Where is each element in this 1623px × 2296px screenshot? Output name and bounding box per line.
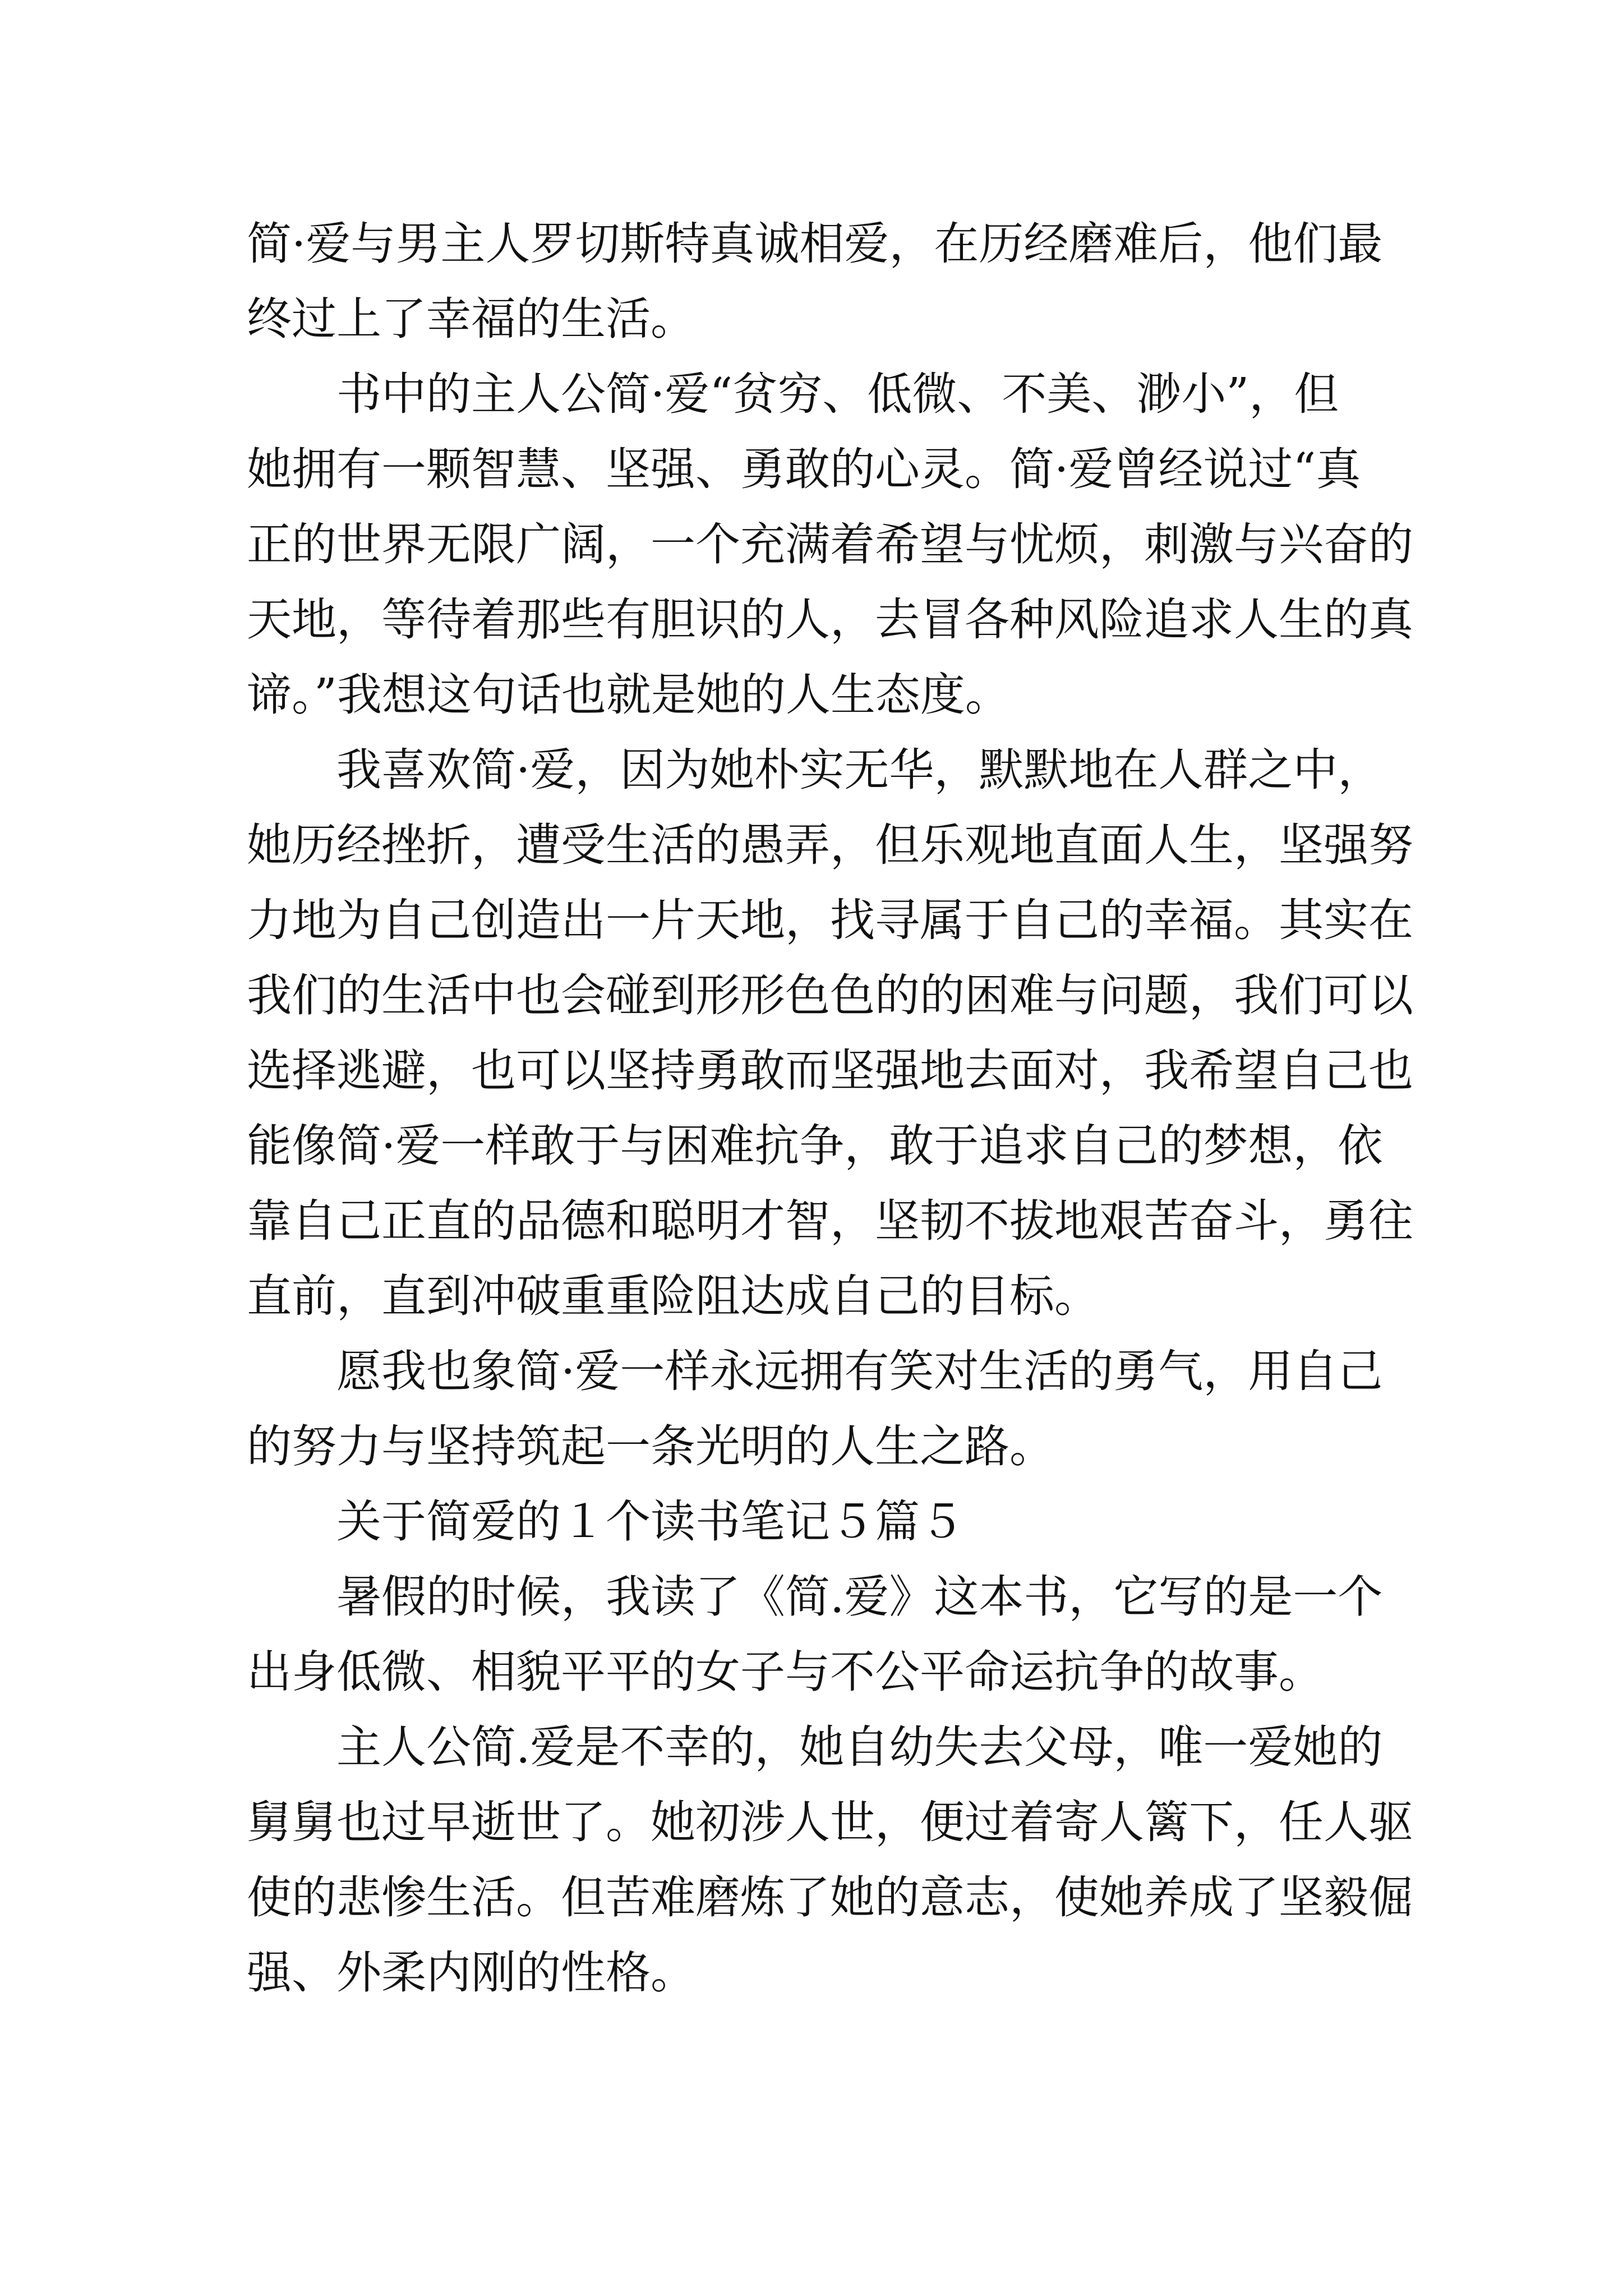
text-line: 使的悲惨生活。但苦难磨炼了她的意志，使她养成了坚毅倔: [247, 1871, 1413, 1924]
text-line: 她拥有一颗智慧、坚强、勇敢的心灵。简·爱曾经说过“真: [247, 443, 1361, 495]
text-line: 正的世界无限广阔，一个充满着希望与忧烦，刺激与兴奋的: [247, 518, 1413, 570]
text-line: 直前，直到冲破重重险阻达成自己的目标。: [247, 1270, 1099, 1322]
text-line: 的努力与坚持筑起一条光明的人生之路。: [247, 1420, 1054, 1473]
text-line: 她历经挫折，遭受生活的愚弄，但乐观地直面人生，坚强努: [247, 819, 1413, 871]
text-line: 力地为自己创造出一片天地，找寻属于自己的幸福。其实在: [247, 894, 1413, 946]
text-line: 简·爱与男主人罗切斯特真诚相爱，在历经磨难后，他们最: [247, 218, 1383, 270]
text-line: 我喜欢简·爱，因为她朴实无华，默默地在人群之中，: [336, 744, 1383, 796]
text-line: 出身低微、相貌平平的女子与不公平命运抗争的故事。: [247, 1646, 1324, 1698]
text-line: 暑假的时候，我读了《简.爱》这本书，它写的是一个: [336, 1571, 1383, 1623]
text-line: 天地，等待着那些有胆识的人，去冒各种风险追求人生的真: [247, 593, 1413, 646]
text-line: 愿我也象简·爱一样永远拥有笑对生活的勇气，用自己: [336, 1345, 1383, 1397]
text-line: 书中的主人公简·爱“贫穷、低微、不美、渺小”，但: [336, 368, 1339, 420]
text-line: 舅舅也过早逝世了。她初涉人世，便过着寄人篱下，任人驱: [247, 1796, 1413, 1848]
text-line: 选择逃避，也可以坚持勇敢而坚强地去面对，我希望自己也: [247, 1045, 1413, 1097]
text-line: 终过上了幸福的生活。: [247, 293, 695, 345]
text-line: 主人公简.爱是不幸的，她自幼失去父母，唯一爱她的: [336, 1721, 1383, 1773]
section-heading: 关于简爱的１个读书笔记５篇５: [336, 1496, 965, 1548]
text-line: 靠自己正直的品德和聪明才智，坚韧不拔地艰苦奋斗，勇往: [247, 1195, 1413, 1247]
text-line: 能像简·爱一样敢于与困难抗争，敢于追求自己的梦想，依: [247, 1120, 1383, 1172]
text-line: 谛。”我想这句话也就是她的人生态度。: [247, 669, 1010, 721]
document-body: [247, 206, 1413, 2010]
text-line: 我们的生活中也会碰到形形色色的的困难与问题，我们可以: [247, 969, 1413, 1022]
text-line: 强、外柔内刚的性格。: [247, 1947, 695, 1999]
